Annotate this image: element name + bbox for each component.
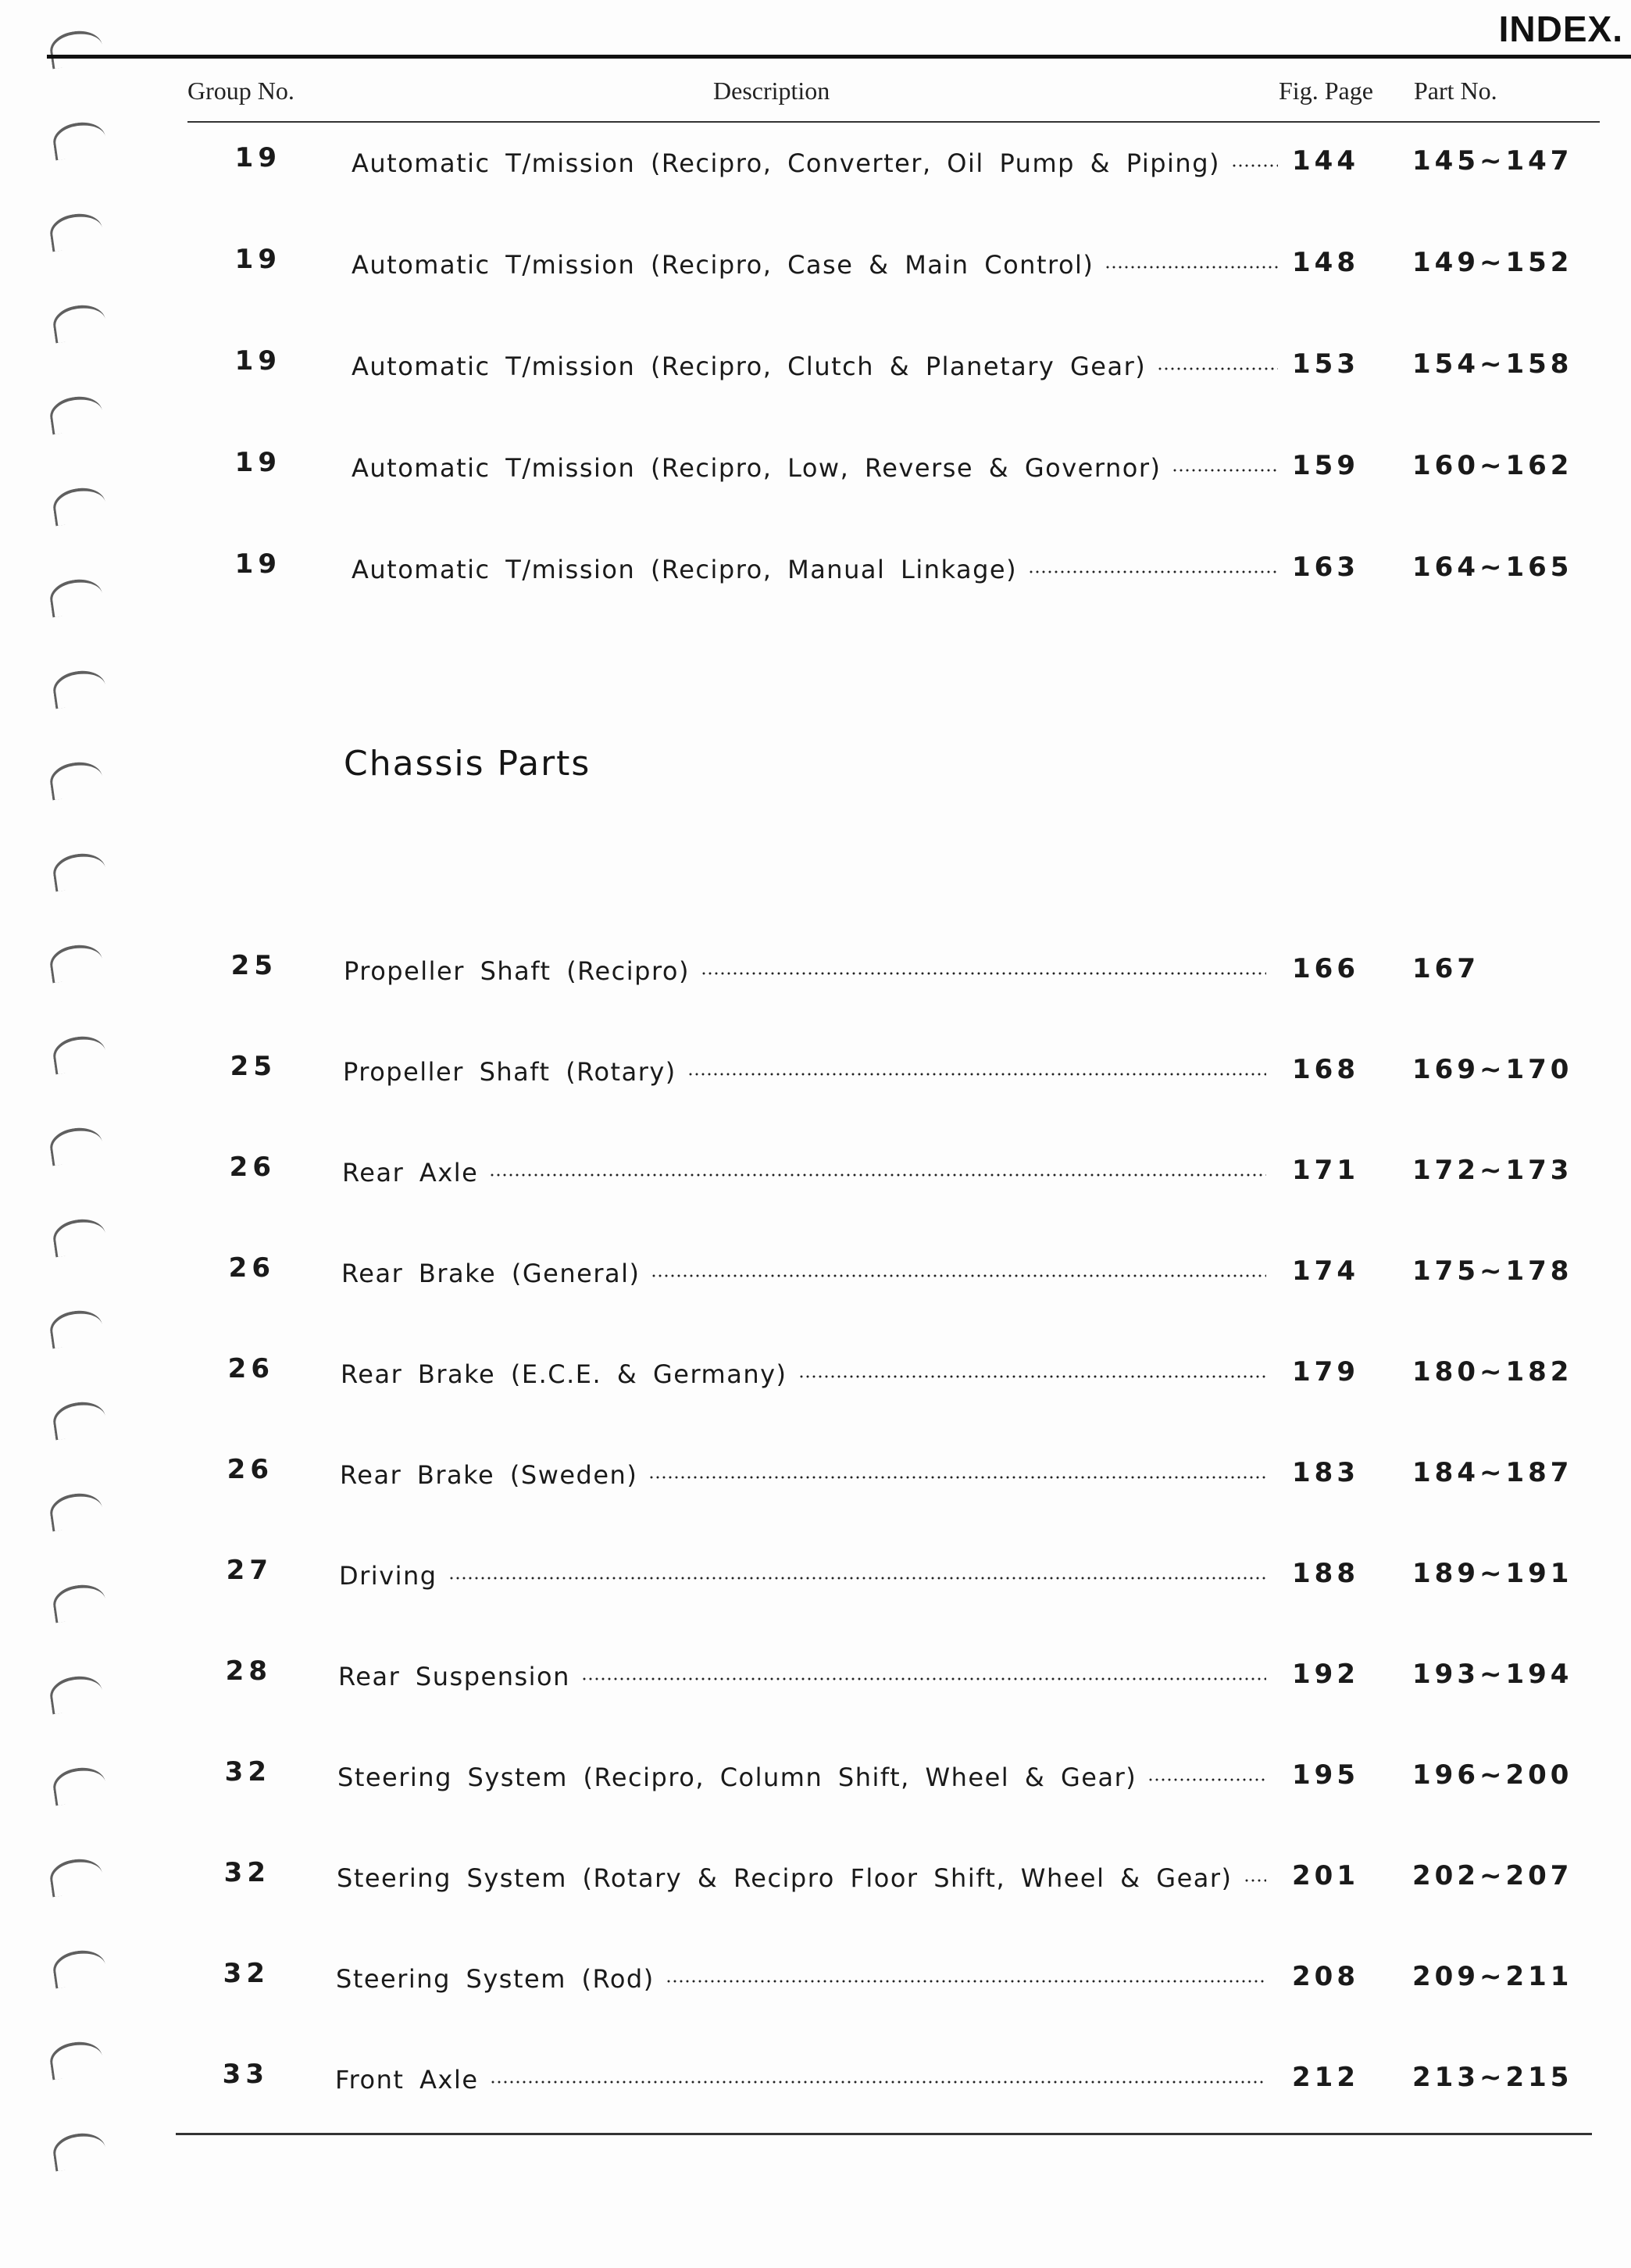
group-number: 25 <box>230 950 277 981</box>
group-number: 32 <box>223 1958 269 1989</box>
part-number-range: 154~158 <box>1412 348 1573 380</box>
description-cell <box>352 444 1281 483</box>
description-cell <box>341 1249 1269 1288</box>
fig-page-number: 171 <box>1292 1155 1359 1186</box>
description-cell <box>344 947 1269 986</box>
binding-hole <box>48 1308 104 1349</box>
index-row <box>0 1048 1631 1095</box>
binding-hole <box>51 1399 107 1441</box>
column-header-part-no: Part No. <box>1414 77 1497 105</box>
fig-page-number: 174 <box>1292 1255 1359 1287</box>
binding-hole <box>48 394 104 435</box>
index-row <box>0 241 1631 288</box>
description-cell <box>336 1955 1269 1994</box>
binding-hole <box>51 485 107 527</box>
description-text: Front Axle <box>335 2065 479 2095</box>
group-number: 26 <box>227 1454 273 1485</box>
dot-leader <box>1172 467 1278 473</box>
description-cell <box>335 2055 1269 2095</box>
dot-leader <box>1147 1777 1266 1783</box>
description-cell <box>340 1451 1269 1490</box>
index-row <box>0 1451 1631 1498</box>
description-cell <box>352 342 1281 381</box>
fig-page-number: 195 <box>1292 1759 1359 1791</box>
column-header-fig-page: Fig. Page <box>1279 77 1373 105</box>
dot-leader <box>798 1373 1266 1380</box>
description-cell <box>342 1148 1269 1188</box>
description-text: Automatic T/mission (Recipro, Converter, Oil Pump & Piping) <box>352 148 1220 178</box>
fig-page-number: 148 <box>1292 247 1359 278</box>
binding-hole <box>51 851 107 892</box>
index-row <box>0 1652 1631 1699</box>
dot-leader <box>448 1575 1266 1581</box>
group-number: 33 <box>222 2059 269 2090</box>
index-row <box>0 545 1631 592</box>
part-number-range: 169~170 <box>1412 1054 1573 1085</box>
part-number-range: 213~215 <box>1412 2062 1573 2093</box>
group-number: 19 <box>234 447 281 478</box>
description-text: Driving <box>339 1561 437 1591</box>
index-row <box>0 1350 1631 1397</box>
fig-page-number: 183 <box>1292 1457 1359 1488</box>
description-text: Steering System (Rod) <box>336 1964 655 1994</box>
dot-leader <box>687 1071 1266 1077</box>
fig-page-number: 168 <box>1292 1054 1359 1085</box>
dot-leader <box>666 1978 1266 1984</box>
description-text: Propeller Shaft (Recipro) <box>344 956 690 986</box>
fig-page-number: 166 <box>1292 953 1359 984</box>
part-number-range: 189~191 <box>1412 1558 1573 1589</box>
dot-leader <box>1244 1877 1266 1884</box>
description-cell <box>352 545 1281 584</box>
binding-hole <box>51 302 107 344</box>
section-heading: Chassis Parts <box>344 744 591 784</box>
binding-hole <box>51 668 107 709</box>
description-cell <box>337 1753 1269 1792</box>
description-cell <box>352 139 1281 178</box>
index-row <box>0 1854 1631 1901</box>
description-text: Automatic T/mission (Recipro, Case & Main Control) <box>352 250 1094 280</box>
description-cell <box>339 1552 1269 1591</box>
description-text: Automatic T/mission (Recipro, Low, Reverse & Governor) <box>352 453 1162 483</box>
index-row <box>0 139 1631 186</box>
part-number-range: 149~152 <box>1412 247 1573 278</box>
part-number-range: 164~165 <box>1412 552 1573 583</box>
fig-page-number: 201 <box>1292 1860 1359 1891</box>
group-number: 19 <box>234 345 281 377</box>
group-number: 32 <box>223 1857 270 1888</box>
group-number: 32 <box>224 1756 271 1788</box>
description-text: Rear Brake (Sweden) <box>340 1460 638 1490</box>
part-number-range: 175~178 <box>1412 1255 1573 1287</box>
dot-leader <box>489 1172 1266 1178</box>
top-rule <box>47 55 1631 59</box>
description-text: Rear Suspension <box>338 1662 570 1691</box>
fig-page-number: 188 <box>1292 1558 1359 1589</box>
group-number: 19 <box>234 244 281 275</box>
group-number: 26 <box>227 1353 274 1384</box>
dot-leader <box>651 1273 1266 1279</box>
group-number: 27 <box>226 1555 273 1586</box>
binding-hole <box>48 759 104 801</box>
index-row <box>0 1753 1631 1800</box>
page-title: INDEX. <box>1498 9 1623 49</box>
part-number-range: 180~182 <box>1412 1356 1573 1388</box>
description-cell <box>338 1652 1269 1691</box>
group-number: 25 <box>230 1051 277 1082</box>
index-row <box>0 1148 1631 1195</box>
part-number-range: 184~187 <box>1412 1457 1573 1488</box>
part-number-range: 193~194 <box>1412 1659 1573 1690</box>
group-number: 19 <box>234 548 281 580</box>
fig-page-number: 212 <box>1292 2062 1359 2093</box>
description-cell <box>352 241 1281 280</box>
index-row <box>0 2055 1631 2102</box>
part-number-range: 209~211 <box>1412 1961 1573 1992</box>
part-number-range: 160~162 <box>1412 450 1573 481</box>
part-number-range: 202~207 <box>1412 1860 1573 1891</box>
binding-hole <box>51 2130 107 2172</box>
index-row <box>0 947 1631 994</box>
dot-leader <box>1157 366 1278 372</box>
dot-leader <box>1231 163 1278 169</box>
header-rule <box>187 121 1600 123</box>
index-row <box>0 1955 1631 2002</box>
group-number: 19 <box>234 142 281 173</box>
part-number-range: 167 <box>1412 953 1479 984</box>
dot-leader <box>490 2079 1266 2085</box>
description-cell <box>337 1854 1269 1893</box>
description-text: Rear Axle <box>342 1158 479 1188</box>
fig-page-number: 144 <box>1292 145 1359 177</box>
fig-page-number: 179 <box>1292 1356 1359 1388</box>
description-text: Steering System (Rotary & Recipro Floor Shift, Wheel & Gear) <box>337 1863 1233 1893</box>
group-number: 28 <box>225 1655 272 1687</box>
index-row <box>0 1249 1631 1296</box>
fig-page-number: 208 <box>1292 1961 1359 1992</box>
description-cell <box>341 1350 1269 1389</box>
description-text: Rear Brake (General) <box>341 1259 641 1288</box>
description-text: Automatic T/mission (Recipro, Clutch & Planetary Gear) <box>352 352 1147 381</box>
part-number-range: 145~147 <box>1412 145 1573 177</box>
dot-leader <box>648 1474 1266 1480</box>
description-text: Propeller Shaft (Rotary) <box>343 1057 676 1087</box>
fig-page-number: 192 <box>1292 1659 1359 1690</box>
column-header-group-no: Group No. <box>187 77 294 105</box>
group-number: 26 <box>229 1152 276 1183</box>
binding-hole <box>48 28 104 70</box>
description-text: Automatic T/mission (Recipro, Manual Linkage) <box>352 555 1018 584</box>
fig-page-number: 153 <box>1292 348 1359 380</box>
fig-page-number: 163 <box>1292 552 1359 583</box>
part-number-range: 172~173 <box>1412 1155 1573 1186</box>
part-number-range: 196~200 <box>1412 1759 1573 1791</box>
index-row <box>0 342 1631 389</box>
index-row <box>0 444 1631 491</box>
description-text: Steering System (Recipro, Column Shift, Wheel & Gear) <box>337 1763 1137 1792</box>
dot-leader <box>581 1676 1266 1682</box>
bottom-rule <box>176 2133 1592 2135</box>
group-number: 26 <box>228 1252 275 1284</box>
description-text: Rear Brake (E.C.E. & Germany) <box>341 1359 787 1389</box>
fig-page-number: 159 <box>1292 450 1359 481</box>
dot-leader <box>701 970 1266 977</box>
index-row <box>0 1552 1631 1598</box>
column-header-description: Description <box>713 77 830 105</box>
dot-leader <box>1028 569 1278 575</box>
dot-leader <box>1105 264 1278 270</box>
description-cell <box>343 1048 1269 1087</box>
